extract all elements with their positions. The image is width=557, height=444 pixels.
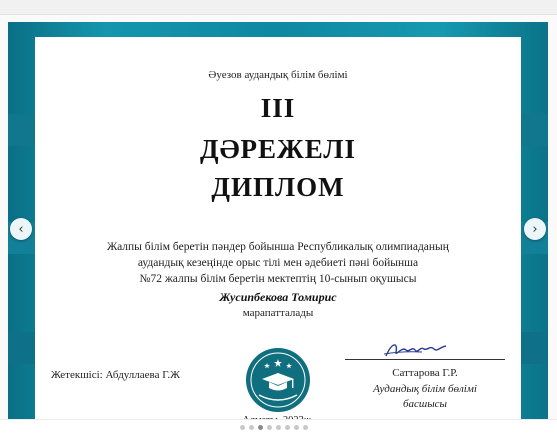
body-line: №72 жалпы білім беретін мектептің 10-сынып оқушысы (139, 273, 417, 285)
carousel-dot[interactable] (285, 425, 290, 430)
carousel-dot[interactable] (249, 425, 254, 430)
bottom-bar (0, 419, 557, 444)
title-diploma: ДИПЛОМ (211, 172, 345, 202)
carousel-dot[interactable] (294, 425, 299, 430)
top-bar (0, 0, 557, 15)
certificate-image (8, 22, 548, 432)
carousel-dot[interactable] (303, 425, 308, 430)
title-degree-word: ДӘРЕЖЕЛІ (200, 134, 356, 164)
certificate-paper (35, 37, 521, 425)
carousel-dot[interactable] (267, 425, 272, 430)
carousel-next-button[interactable] (524, 218, 546, 240)
chevron-right-icon: › (532, 221, 538, 237)
signature-icon (382, 340, 452, 360)
chevron-left-icon: ‹ (18, 221, 24, 237)
signer-position: басшысы (403, 398, 447, 410)
carousel-prev-button[interactable] (10, 218, 32, 240)
carousel-dot[interactable] (276, 425, 281, 430)
award-text: марапатталады (242, 307, 314, 319)
carousel-dots (240, 425, 308, 430)
leader-text: Жетекшісі: Абдуллаева Г.Ж (51, 369, 180, 381)
carousel-dot[interactable] (258, 425, 263, 430)
recipient-name: Жусипбекова Томирис (219, 290, 337, 304)
school-emblem-icon (245, 347, 311, 413)
signature-line (345, 359, 505, 360)
signer-position: Аудандық білім бөлімі (373, 383, 477, 395)
body-line: аудандық кезеңінде орыс тілі мен әдебиеті пәні бойынша (137, 257, 419, 269)
signer-name: Саттарова Г.Р. (392, 367, 458, 379)
title-degree: III (260, 93, 296, 123)
issuer-text: Әуезов аудандық білім бөлімі (208, 69, 348, 81)
body-line: Жалпы білім беретін пәндер бойынша Республикалық олимпиаданың (107, 241, 449, 253)
carousel-dot[interactable] (240, 425, 245, 430)
